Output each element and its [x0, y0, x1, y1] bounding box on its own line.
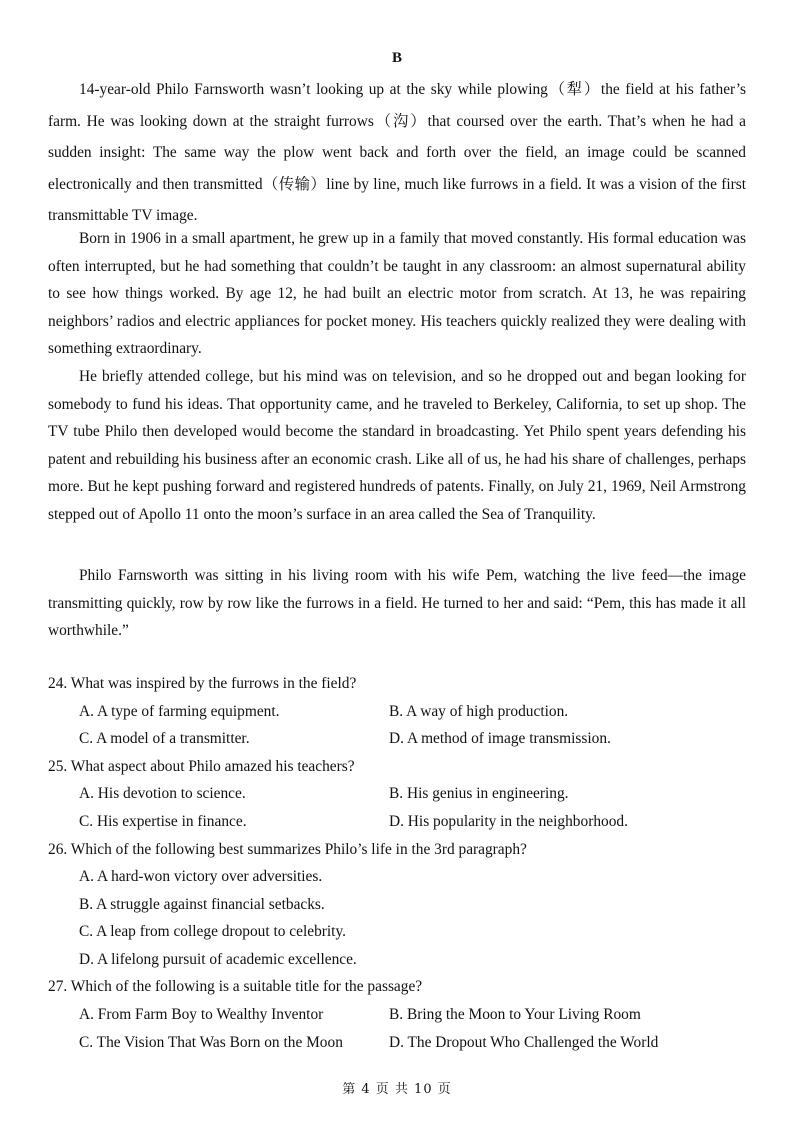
option-b[interactable]: B. A struggle against financial setbacks. [79, 896, 325, 913]
option-a[interactable]: A. A type of farming equipment. [79, 703, 280, 720]
option-d[interactable]: D. A method of image transmission. [389, 730, 611, 747]
option-c[interactable]: C. His expertise in finance. [79, 813, 247, 830]
option-b[interactable]: B. A way of high production. [389, 703, 569, 720]
question-stem: 24. What was inspired by the furrows in the field? [48, 675, 357, 692]
option-d[interactable]: D. A lifelong pursuit of academic excellence. [79, 951, 357, 968]
option-a[interactable]: A. A hard-won victory over adversities. [79, 868, 323, 885]
option-d[interactable]: D. His popularity in the neighborhood. [389, 813, 628, 830]
passage-paragraph-1: 14-year-old Philo Farnsworth wasn’t looking up at the sky while plowing（犁）the field at his father’s farm. He was looking down at the straight furrows（沟）that coursed over the earth. That’s when he had a sudden insight: The same way the plow went back and forth over the field, an image could be scanned electronically and then transmitted（传输）line by line, much like furrows in a field. It was a vision of the first transmittable TV image. [48, 81, 746, 224]
option-a[interactable]: A. His devotion to science. [79, 785, 246, 802]
option-c[interactable]: C. A leap from college dropout to celebrity. [79, 923, 346, 940]
option-b[interactable]: B. His genius in engineering. [389, 785, 569, 802]
option-a[interactable]: A. From Farm Boy to Wealthy Inventor [79, 1006, 324, 1023]
passage-paragraph-3: He briefly attended college, but his mind was on television, and so he dropped out and began looking for somebody to fund his ideas. That opportunity came, and he traveled to Berkeley, California, to set up shop. The TV tube Philo then developed would become the standard in broadcasting. Yet Philo spent years defending his patent and rebuilding his business after an economic crash. Like all of us, he had his share of challenges, perhaps more. But he kept pushing forward and registered hundreds of patents. Finally, on July 21, 1969, Neil Armstrong stepped out of Apollo 11 onto the moon’s surface in an area called the Sea of Tranquility. [48, 368, 746, 523]
passage-paragraph-4: Philo Farnsworth was sitting in his living room with his wife Pem, watching the live feed—the image transmitting quickly, row by row like the furrows in a field. He turned to her and said: “Pem, this has made it all worthwhile.” [48, 567, 746, 640]
option-c[interactable]: C. A model of a transmitter. [79, 730, 250, 747]
question-stem: 25. What aspect about Philo amazed his teachers? [48, 758, 355, 775]
question-stem: 27. Which of the following is a suitable title for the passage? [48, 978, 423, 995]
question-stem: 26. Which of the following best summarizes Philo’s life in the 3rd paragraph? [48, 841, 527, 858]
option-c[interactable]: C. The Vision That Was Born on the Moon [79, 1034, 343, 1051]
page-footer: 第 4 页 共 10 页 [342, 1082, 452, 1097]
option-b[interactable]: B. Bring the Moon to Your Living Room [389, 1006, 641, 1023]
option-d[interactable]: D. The Dropout Who Challenged the World [389, 1034, 659, 1051]
passage-paragraph-2: Born in 1906 in a small apartment, he grew up in a family that moved constantly. His formal education was often interrupted, but he had something that couldn’t be taught in any classroom: an almost supernatural ability to see how things worked. By age 12, he had built an electric motor from scratch. At 13, he was repairing neighbors’ radios and electric appliances for pocket money. His teachers quickly realized they were dealing with something extraordinary. [48, 230, 746, 358]
section-label: B [391, 50, 402, 66]
